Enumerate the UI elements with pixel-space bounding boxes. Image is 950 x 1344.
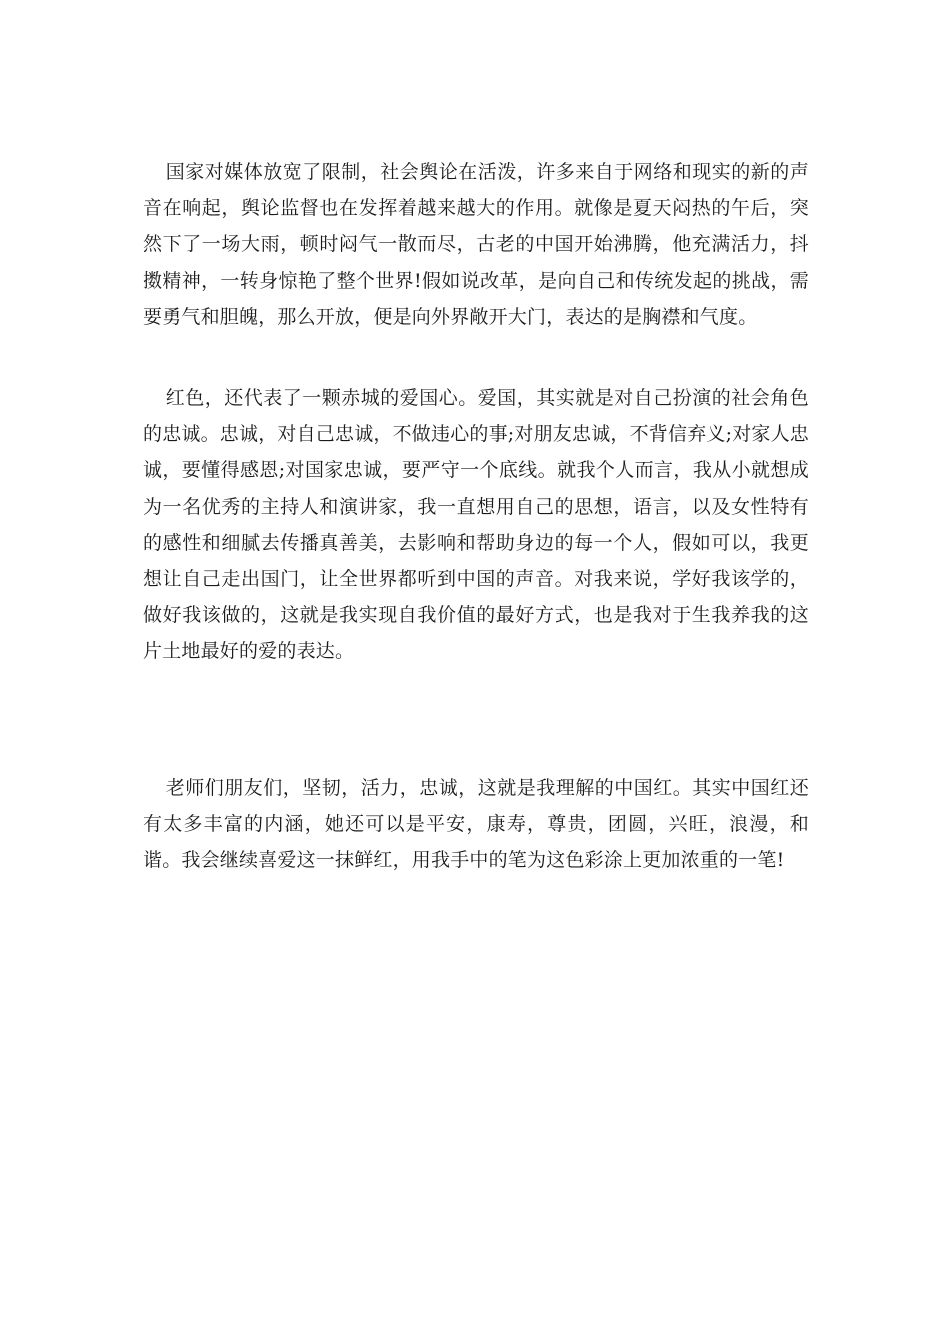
paragraph-reform-opening: 国家对媒体放宽了限制，社会舆论在活泼，许多来自于网络和现实的新的声音在响起，舆论监督也在发挥着越来越大的作用。就像是夏天闷热的午后，突然下了一场大雨，顿时闷气一散而尽，古老的中国开始沸腾，他充满活力，抖擞精神，一转身惊艳了整个世界!假如说改革，是向自己和传统发起的挑战，需要勇气和胆魄，那么开放，便是向外界敞开大门，表达的是胸襟和气度。 <box>143 161 809 328</box>
paragraph-patriotism: 红色，还代表了一颗赤城的爱国心。爱国，其实就是对自己扮演的社会角色的忠诚。忠诚，对自己忠诚，不做违心的事;对朋友忠诚，不背信弃义;对家人忠诚，要懂得感恩;对国家忠诚，要严守一个底线。就我个人而言，我从小就想成为一名优秀的主持人和演讲家，我一直想用自己的思想，语言，以及女性特有的感性和细腻去传播真善美，去影响和帮助身边的每一个人，假如可以，我更想让自己走出国门，让全世界都听到中国的声音。对我来说，学好我该学的，做好我该做的，这就是我实现自我价值的最好方式，也是我对于生我养我的这片土地最好的爱的表达。 <box>143 387 810 663</box>
paragraph-conclusion: 老师们朋友们，坚韧，活力，忠诚，这就是我理解的中国红。其实中国红还有太多丰富的内涵，她还可以是平安，康寿，尊贵，团圆，兴旺，浪漫，和谐。我会继续喜爱这一抹鲜红，用我手中的笔为这色彩涂上更加浓重的一笔! <box>143 777 809 872</box>
